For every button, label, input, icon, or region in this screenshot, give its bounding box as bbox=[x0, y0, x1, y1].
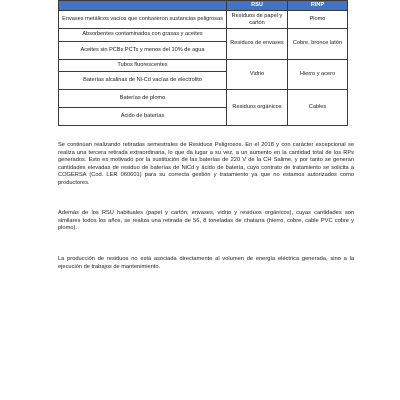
table-cell: Hierro y acero bbox=[288, 59, 348, 90]
waste-table bbox=[58, 0, 348, 126]
table-cell: Ácido de baterías bbox=[59, 108, 227, 126]
table-cell: Absorbentes contaminados con grasas y aceites bbox=[59, 29, 227, 42]
table-cell: Residuos de papel y cartón bbox=[227, 11, 288, 29]
paragraph-waste-production: La producción de residuos no está asociada directamente al volumen de energía eléctrica generada, sino a la ejecución de trabajos de mantenimiento. bbox=[58, 256, 354, 270]
table-cell: Tubos fluorescentes bbox=[59, 59, 227, 72]
header-cell-rsu: RSU bbox=[227, 1, 288, 11]
table-cell: Vidrio bbox=[227, 59, 288, 90]
header-cell-rinp: RINP bbox=[288, 1, 348, 11]
table-row bbox=[59, 59, 348, 72]
table-cell: Cobre, bronce latón bbox=[288, 29, 348, 60]
header-cell-blank bbox=[59, 1, 227, 11]
table-cell: Baterías de plomo bbox=[59, 90, 227, 108]
paragraph-hazardous-waste: Se continúan realizando retiradas semestrales de Residuos Peligrosos. En el 2018 y con carácter excepcional se realiza una tercera retirada extraordinaria, lo que da lugar a su vez, a un aumento en la cantidad total de los RPs generados. Esto es motivado por la sustitución de las baterías de 220 V de la CH Salime, y por tanto se generan cantidades elevadas de residuo de baterías de NiCd y ácido de batería, cuyo contrato de tratamiento se solicita a COGERSA (Cod. LER 060601) para su correcta gestión y tratamiento ya que no estamos autorizados como productores. bbox=[58, 142, 354, 186]
table-cell: Residuos orgánicos bbox=[227, 90, 288, 126]
table-cell: Residuos de envases bbox=[227, 29, 288, 60]
table-row bbox=[59, 11, 348, 29]
table-cell: Envases metálicos vacíos que contuvieron sustancias peligrosas bbox=[59, 11, 227, 29]
table-row bbox=[59, 90, 348, 108]
table-cell: Baterías alcalinas de Ni-Cd vacías de electrolito bbox=[59, 72, 227, 90]
paragraph-urban-waste: Además de los RSU habituales (papel y cartón, envases, vidrio y residuos orgánicos), cuyas cantidades son similares todos los años, se realiza una retirada de 56, 8 toneladas de chatarra (hierro, cobre, cable PVC cobre y plomo). bbox=[58, 210, 354, 232]
table-row bbox=[59, 29, 348, 42]
table-cell: Plomo bbox=[288, 11, 348, 29]
table-header-row bbox=[59, 1, 348, 11]
table-cell: Aceites sin PCBs PCTs y menos del 10% de agua bbox=[59, 41, 227, 59]
table-cell: Cables bbox=[288, 90, 348, 126]
